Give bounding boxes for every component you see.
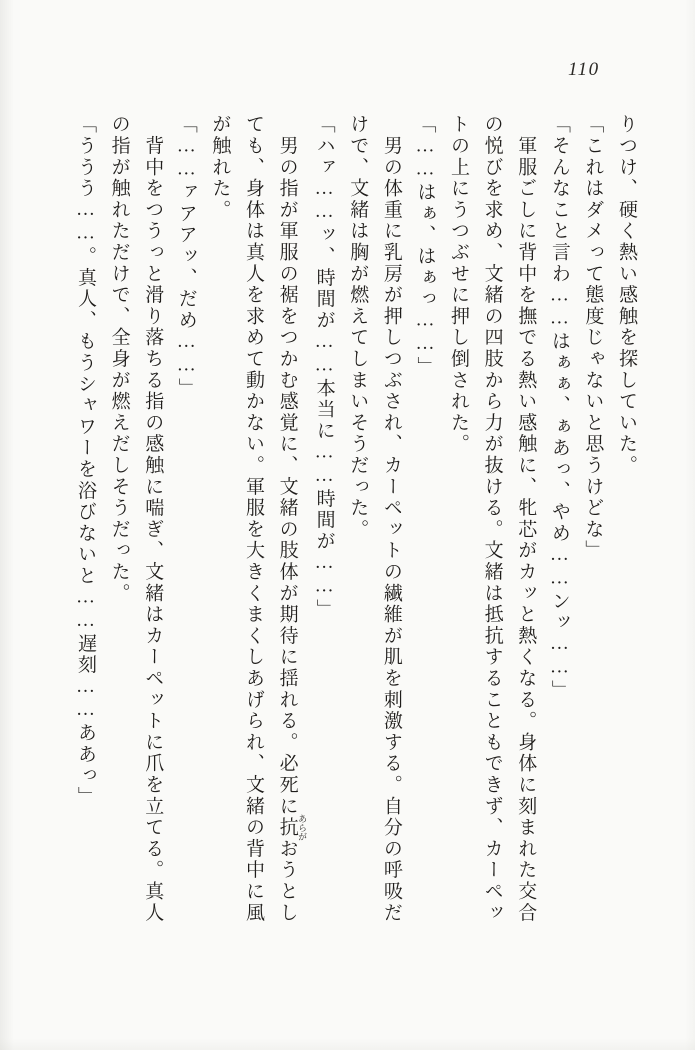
dialogue-line: 「ううう……。真人、もうシャワーを浴びないと……遅刻……ああっ」 [75,114,96,808]
dialogue-line: 「……はぁ、はぁっ……」 [414,114,436,378]
dialogue-line: 「ハァ……ッ、時間が……本当に……時間が……」 [313,114,335,620]
narrative-paragraph: りつけ、硬く熱い感触を探していた。 [616,114,637,477]
dialogue-line: 「……ァアアッ、だめ……」 [175,114,197,399]
dialogue-line: 「これはダメって態度じゃないと思うけどな」 [582,114,604,562]
page-text [68,114,643,928]
narrative-paragraph: 男の体重に乳房が押しつぶされ、カーペットの繊維が肌を刺激する。自分の呼吸だけで、文緒は胸が燃えてしまいそうだった。 [347,114,402,924]
page-number: 110 [568,59,600,80]
dialogue-line: 「そんなこと言わ……はぁぁ、ぁあっ、やめ……ンッ……」 [548,114,570,702]
narrative-paragraph: 背中をつうっと滑り落ちる指の感触に喘ぎ、文緒はカーペットに爪を立てる。真人の指が触れただけで、全身が燃えだしそうだった。 [108,114,164,924]
narrative-paragraph: 男の指が軍服の裾をつかむ感覚に、文緒の肢体が期待に揺れる。必死に抗 あらがおうとしても、身体は真人を求めて動かない。軍服を大きくまくしあげられ、文緒の背中に風が触れた。 [209,114,308,924]
narrative-paragraph: 軍服ごしに背中を撫でる熱い感触に、牝芯がカッと熱くなる。身体に刻まれた交合の悦びを求め、文緒の四肢から力が抜ける。文緒は抵抗することもできず、カーペットの上にうつぶせに押し倒された。 [448,114,537,924]
